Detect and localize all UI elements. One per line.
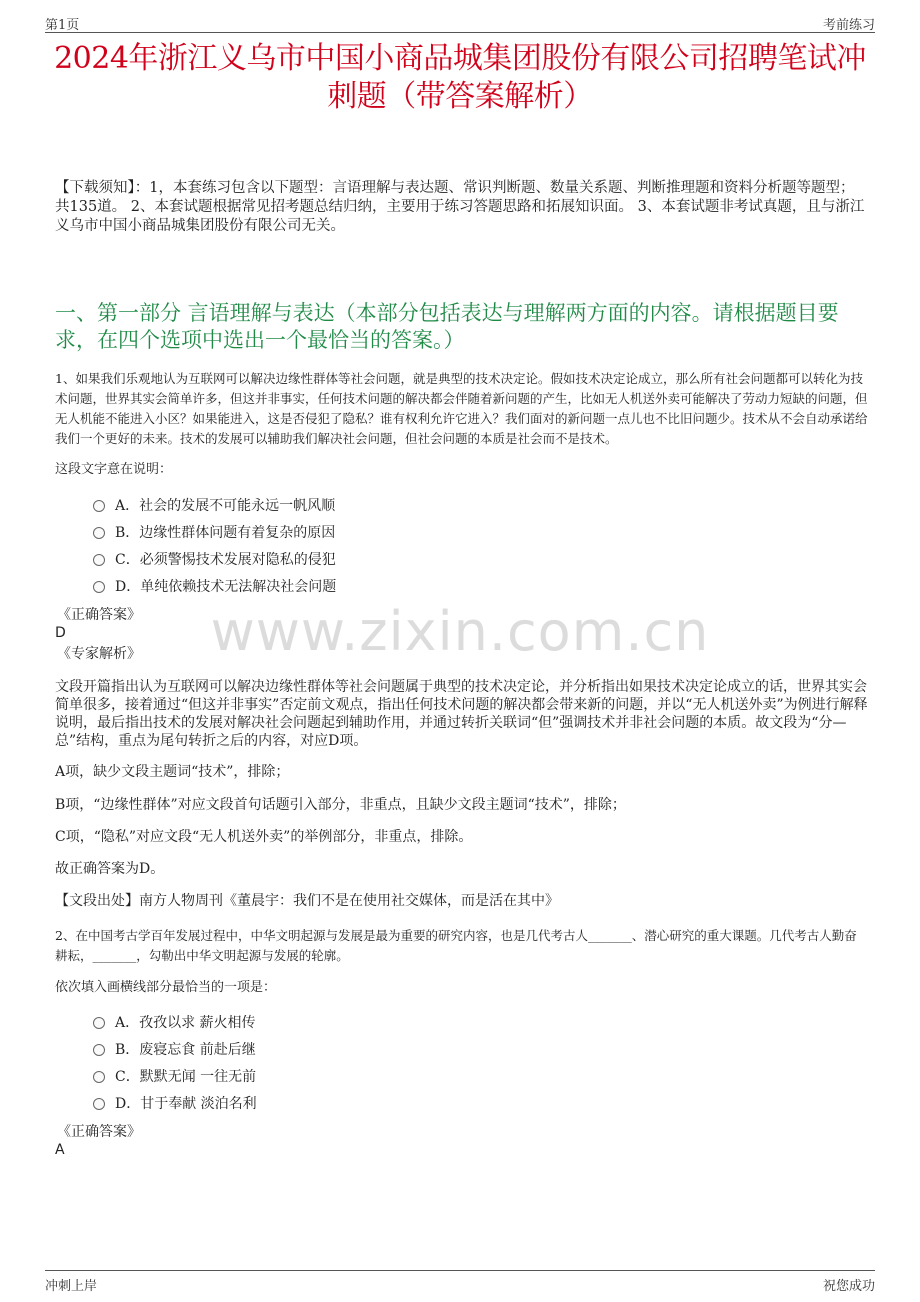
radio-icon[interactable] <box>93 1071 105 1083</box>
question-2-text: 2、在中国考古学百年发展过程中，中华文明起源与发展是最为重要的研究内容，也是几代考古人_______、潜心研究的重大课题。几代考古人勤奋耕耘，_______，勾勒出中华文明起源与发展的轮廓。 <box>55 928 857 963</box>
radio-icon[interactable] <box>93 581 105 593</box>
q1-analysis-label: 《专家解析》 <box>57 646 141 662</box>
question-2-prompt: 依次填入画横线部分最恰当的一项是： <box>55 980 277 995</box>
q1-option-d[interactable]: D．单纯依赖技术无法解决社会问题 <box>93 578 336 596</box>
footer-right-text: 祝您成功 <box>822 1279 875 1294</box>
q1-analysis-conclusion: 故正确答案为D。 <box>55 861 165 877</box>
download-notice: 【下载须知】：1，本套练习包含以下题型：言语理解与表达题、常识判断题、数量关系题、判断推理题和资料分析题等题型；共135道。 2、本套试题根据常见招考题总结归纳，主要用于练习答题思路和拓展知识面。 3、本套试题非考试真题，且与浙江义乌市中国小商品城集团股份有限公司无关。 <box>55 180 865 234</box>
q1-analysis-body: 文段开篇指出认为互联网可以解决边缘性群体等社会问题属于典型的技术决定论，并分析指出如果技术决定论成立的话，世界其实会简单很多，接着通过“但这并非事实”否定前文观点，指出任何技术问题的解决都会带来新的问题，并以“无人机送外卖”为例进行解释说明，最后指出技术的发展对解决社会问题起到辅助作用，并通过转折关联词“但”强调技术并非社会问题的本质。故文段为“分—总”结构，重点为尾句转折之后的内容，对应D项。 <box>55 679 868 749</box>
page-footer <box>45 1270 875 1293</box>
radio-icon[interactable] <box>93 527 105 539</box>
q2-answer-label: 《正确答案》 <box>57 1124 141 1140</box>
q2-option-c[interactable]: C．默默无闻 一往无前 <box>93 1068 256 1086</box>
radio-icon[interactable] <box>93 1044 105 1056</box>
footer-left-text: 冲刺上岸 <box>45 1279 98 1294</box>
q2-option-d[interactable]: D．甘于奉献 淡泊名利 <box>93 1095 257 1113</box>
q1-option-c[interactable]: C．必须警惕技术发展对隐私的侵犯 <box>93 551 336 569</box>
radio-icon[interactable] <box>93 1098 105 1110</box>
q1-analysis-a: A项，缺少文段主题词“技术”，排除； <box>55 764 290 780</box>
q2-answer: A <box>55 1142 65 1158</box>
radio-icon[interactable] <box>93 500 105 512</box>
q1-option-a[interactable]: A．社会的发展不可能永远一帆风顺 <box>93 497 335 515</box>
section-heading: 一、第一部分 言语理解与表达（本部分包括表达与理解两方面的内容。请根据题目要求，在四个选项中选出一个最恰当的答案。） <box>55 301 839 352</box>
q1-source: 【文段出处】南方人物周刊《董晨宇：我们不是在使用社交媒体，而是活在其中》 <box>55 893 559 909</box>
q1-answer: D <box>55 625 66 641</box>
question-1-prompt: 这段文字意在说明： <box>55 462 173 477</box>
page-header <box>45 12 875 33</box>
q1-answer-label: 《正确答案》 <box>57 607 141 623</box>
radio-icon[interactable] <box>93 554 105 566</box>
question-1-text: 1、如果我们乐观地认为互联网可以解决边缘性群体等社会问题，就是典型的技术决定论。假如技术决定论成立，那么所有社会问题都可以转化为技术问题，世界其实会简单许多，但这并非事实，任何技术问题的解决都会伴随着新问题的产生，比如无人机送外卖可能解决了劳动力短缺的问题，但无人机能不能进入小区？如果能进入，这是否侵犯了隐私？谁有权利允许它进入？我们面对的新问题一点儿也不比旧问题少。技术从不会自动承诺给我们一个更好的未来。技术的发展可以辅助我们解决社会问题，但社会问题的本质是社会而不是技术。 <box>55 371 868 446</box>
q2-option-b[interactable]: B．废寝忘食 前赴后继 <box>93 1041 256 1059</box>
q1-option-b[interactable]: B．边缘性群体问题有着复杂的原因 <box>93 524 335 542</box>
document-title: 2024年浙江义乌市中国小商品城集团股份有限公司招聘笔试冲刺题（带答案解析） <box>54 41 866 114</box>
radio-icon[interactable] <box>93 1017 105 1029</box>
header-tag: 考前练习 <box>822 18 875 33</box>
q1-analysis-b: B项，“边缘性群体”对应文段首句话题引入部分，非重点，且缺少文段主题词“技术”，排除； <box>55 797 626 813</box>
watermark: www.zixin.com.cn <box>210 600 710 663</box>
q2-option-a[interactable]: A．孜孜以求 薪火相传 <box>93 1014 256 1032</box>
q1-analysis-c: C项，“隐私”对应文段“无人机送外卖”的举例部分，非重点，排除。 <box>55 829 473 845</box>
page-number: 第1页 <box>45 18 80 33</box>
